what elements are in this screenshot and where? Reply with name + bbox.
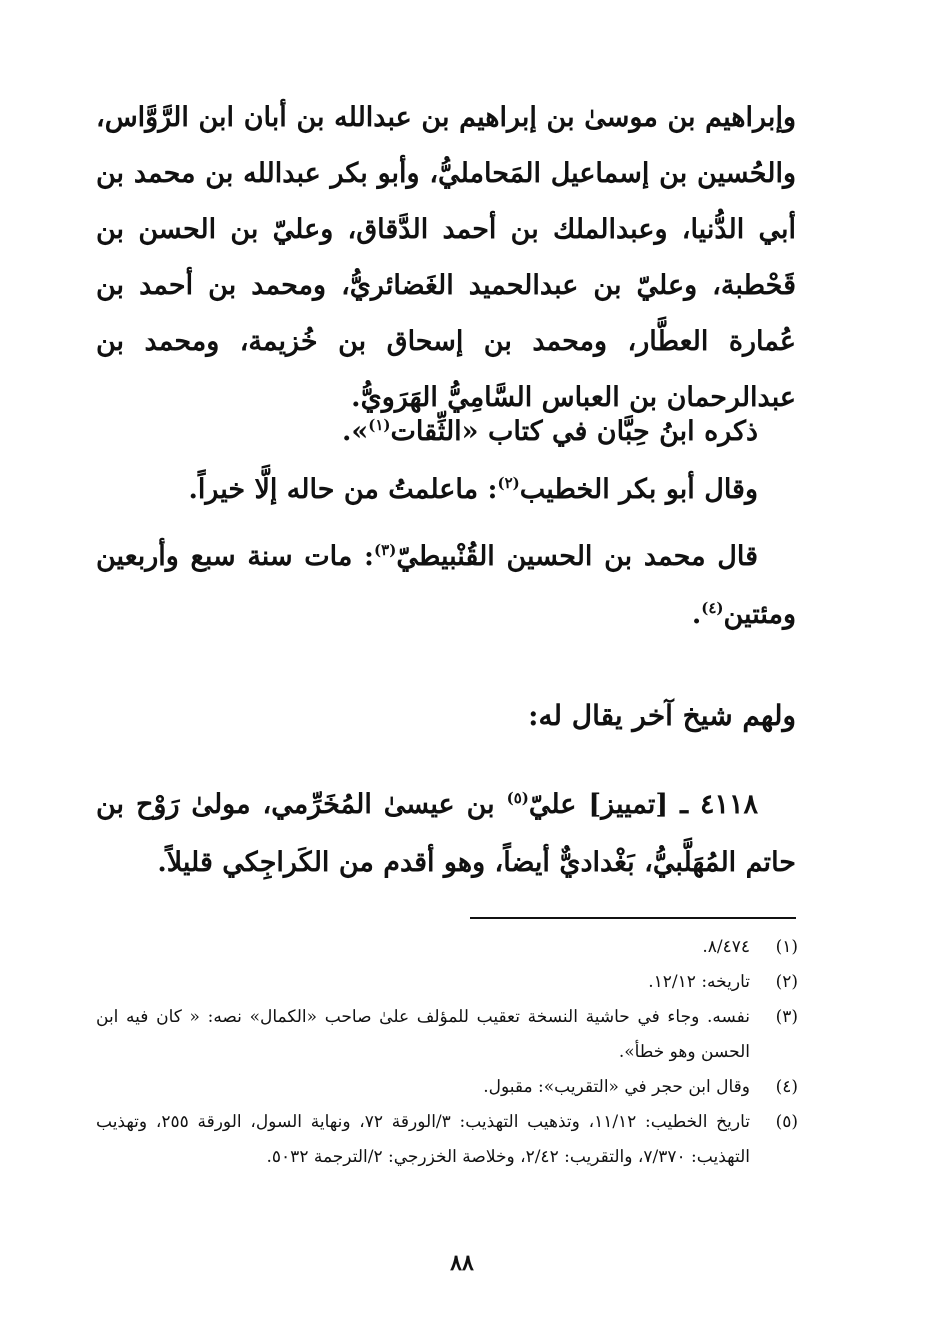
entry-number-and-name: ٤١١٨ ـ [تمييز] عليّ (528, 789, 758, 820)
footnote-1 (96, 930, 798, 965)
footnote-number: (٣) (775, 1007, 798, 1027)
qunbuti-quote: : مات سنة سبع وأربعين ومئتين (96, 541, 796, 630)
section-heading: ولهم شيخ آخر يقال له: (528, 699, 796, 732)
khatib-quote: : ماعلمتُ من حاله إلَّا خيراً. (188, 474, 498, 505)
qunbuti-paragraph (96, 528, 796, 644)
ibn-hibban-paragraph (96, 404, 796, 460)
footnote-ref-2: (٢) (497, 474, 520, 492)
footnote-number: (٢) (775, 972, 798, 992)
footnote-ref-3: (٣) (374, 541, 397, 559)
footnote-number: (١) (775, 937, 798, 957)
footnote-ref-1: (١) (368, 416, 391, 434)
footnote-3 (96, 1000, 798, 1070)
khatib-paragraph (96, 462, 796, 518)
footnote-text: ٨/٤٧٤. (702, 937, 750, 957)
footnote-separator (470, 917, 796, 919)
ibn-hibban-close: ». (341, 416, 369, 447)
khatib-text: وقال أبو بكر الخطيب (519, 474, 758, 505)
footnote-text: نفسه. وجاء في حاشية النسخة تعقيب للمؤلف علىٰ صاحب «الكمال» نصه: « كان فيه ابن الحسن وهو خطأ». (96, 1007, 750, 1062)
footnote-2 (96, 965, 798, 1000)
qunbuti-end: . (691, 599, 702, 630)
entry-description: بن عيسىٰ المُخَرِّمي، مولىٰ رَوْح بن حاتم المُهَلَّبيُّ، بَغْداديٌّ أيضاً، وهو أقدم من الكَراجِكي قليلاً. (96, 789, 796, 878)
ibn-hibban-text: ذكره ابنُ حِبَّان في كتاب «الثِّقات (390, 416, 758, 447)
footnote-ref-4: (٤) (701, 599, 724, 617)
footnote-ref-5: (٥) (506, 789, 529, 807)
footnotes-section (96, 930, 798, 1175)
narrators-paragraph: وإبراهيم بن موسىٰ بن إبراهيم بن عبدالله بن أبان ابن الرَّوَّاس، والحُسين بن إسماعيل المَحامليُّ، وأبو بكر عبدالله بن محمد بن أبي الدُّنيا، وعبدالملك بن أحمد الدَّقاق، وعليّ بن الحسن بن قَحْطبة، وعليّ بن عبدالحميد الغَضائريُّ، ومحمد بن أحمد بن عُمارة العطَّار، ومحمد بن إسحاق بن خُزيمة، ومحمد بن عبدالرحمان بن العباس السَّامِيُّ الهَرَويُّ. (96, 102, 796, 413)
biography-entry (96, 776, 796, 892)
qunbuti-text: قال محمد بن الحسين القُنْبيطيّ (396, 541, 758, 572)
footnote-5 (96, 1105, 798, 1175)
footnote-text: تاريخ الخطيب: ١١/١٢، وتذهيب التهذيب: ٣/الورقة ٧٢، ونهاية السول، الورقة ٢٥٥، وتهذيب التهذيب: ٧/٣٧٠، والتقريب: ٢/٤٢، وخلاصة الخزرجي: ٢/الترجمة ٥٠٣٢. (96, 1112, 750, 1167)
footnote-4 (96, 1070, 798, 1105)
footnote-number: (٥) (775, 1112, 798, 1132)
footnote-number: (٤) (775, 1077, 798, 1097)
page-number: ٨٨ (450, 1250, 474, 1276)
footnote-text: وقال ابن حجر في «التقريب»: مقبول. (483, 1077, 750, 1097)
footnote-text: تاريخه: ١٢/١٢. (648, 972, 750, 992)
